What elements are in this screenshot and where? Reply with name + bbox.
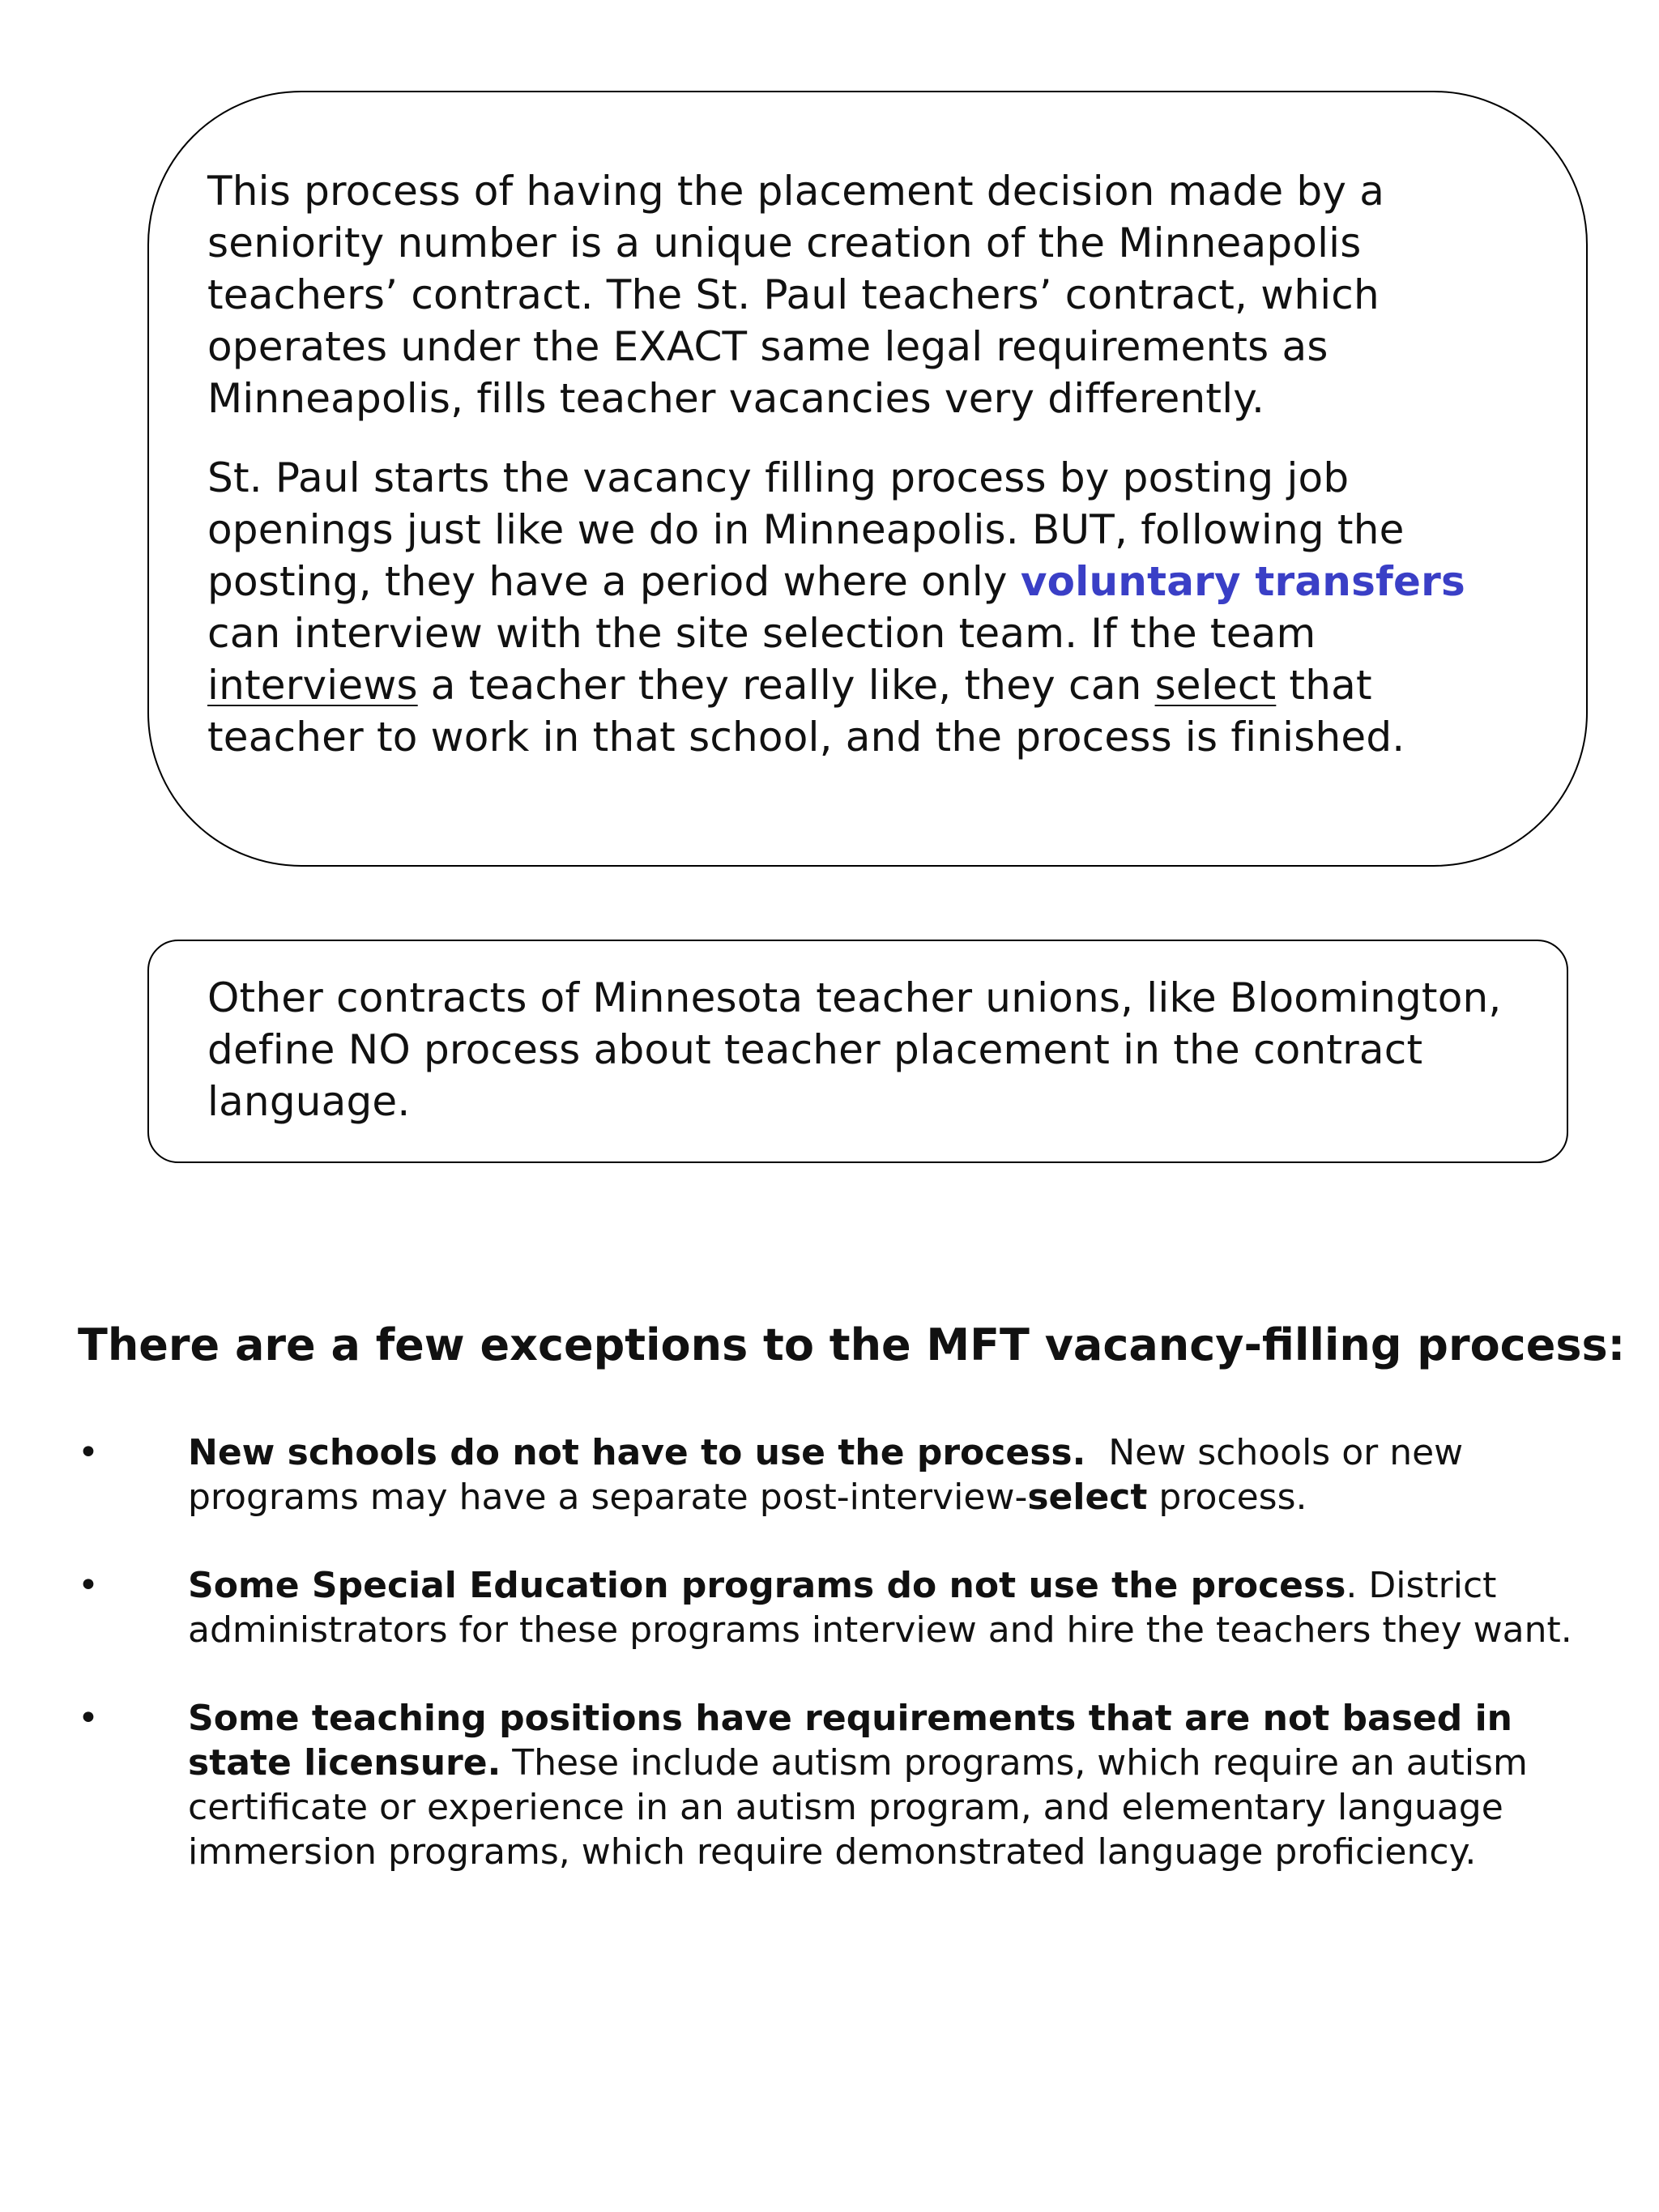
- box1-p2-text-2: can interview with the site selection team. If the team: [207, 610, 1316, 657]
- box1-p2-text-1: St. Paul starts the vacancy filling process by posting job openings just like we do in Minneapolis. BUT, following the posting, they have a period where only: [207, 454, 1405, 605]
- interviews-underlined: interviews: [207, 662, 418, 709]
- exception-text: These include autism programs, which require an autism certificate or experience in an autism program, and elementary language immersion programs, which require demonstrated language proficiency.: [188, 1742, 1528, 1873]
- box1-p2-text-3: a teacher they really like, they can: [417, 662, 1155, 709]
- exception-text: New schools or new programs may have a separate post-interview-: [188, 1432, 1475, 1518]
- other-contracts-box: [147, 940, 1568, 1163]
- exceptions-list: [0, 1430, 1659, 1918]
- box2-text: Other contracts of Minnesota teacher unions, like Bloomington, define NO process about teacher placement in the contract language.: [207, 974, 1502, 1125]
- exception-lead: Some Special Education programs do not use the process: [188, 1565, 1346, 1606]
- select-bold: select: [1027, 1477, 1148, 1518]
- exception-lead: New schools do not have to use the process.: [188, 1432, 1086, 1473]
- exception-item-special-education: [0, 1563, 1659, 1652]
- select-underlined: select: [1154, 662, 1277, 709]
- exception-text: . District administrators for these programs interview and hire the teachers they want.: [188, 1565, 1572, 1651]
- voluntary-transfers-highlight: voluntary transfers: [1020, 558, 1465, 605]
- box1-paragraph-1: This process of having the placement decision made by a seniority number is a unique creation of the Minneapolis teachers’ contract. The St. Paul teachers’ contract, which operates under the EXACT same legal requirements as Minneapolis, fills teacher vacancies very differently.: [207, 168, 1385, 422]
- exception-item-licensure: [0, 1696, 1659, 1874]
- exception-item-new-schools: [0, 1430, 1659, 1519]
- box1-p2-text-4: that teacher to work in that school, and the process is finished.: [207, 662, 1405, 761]
- exception-lead: Some teaching positions have requirements that are not based in state licensure.: [188, 1698, 1512, 1784]
- exceptions-heading: There are a few exceptions to the MFT vacancy-filling process:: [78, 1319, 1626, 1370]
- exception-text-end: process.: [1147, 1477, 1307, 1518]
- bullet-icon: •: [78, 1698, 99, 1739]
- box1-paragraph-2: [207, 452, 1537, 763]
- bullet-icon: •: [78, 1565, 99, 1606]
- bullet-icon: •: [78, 1432, 99, 1473]
- st-paul-comparison-box: [147, 91, 1588, 867]
